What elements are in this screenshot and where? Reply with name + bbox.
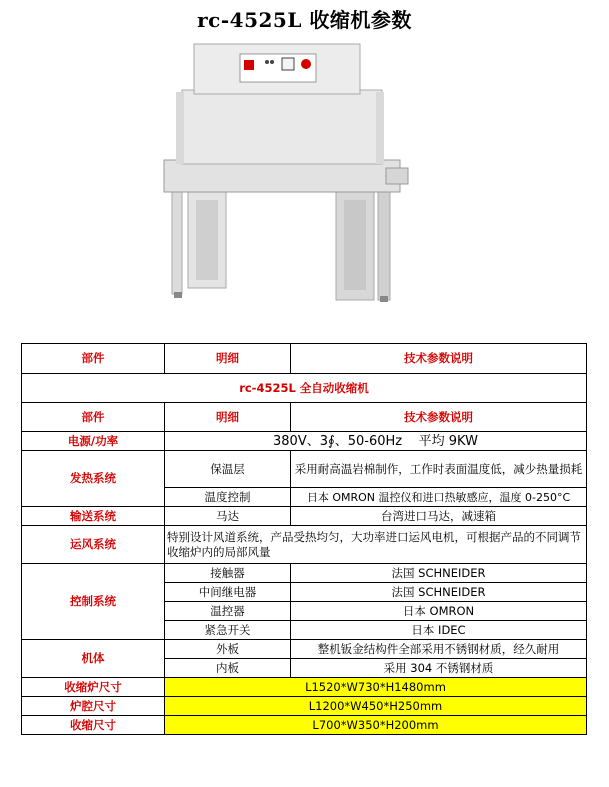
control-spec: 法国 SCHNEIDER	[291, 583, 587, 602]
outer-detail: 外板	[165, 640, 291, 659]
inner-spec: 采用 304 不锈钢材质	[291, 659, 587, 678]
control-row-1	[22, 564, 587, 583]
power-value: 380V、3∮、50-60Hz 平均 9KW	[165, 432, 587, 451]
temp-control-detail: 温度控制	[165, 488, 291, 507]
header-spec: 技术参数说明	[291, 344, 587, 374]
heating-label: 发热系统	[22, 451, 165, 507]
control-detail: 中间继电器	[165, 583, 291, 602]
cavity-size-value: L1200*W450*H250mm	[165, 697, 587, 716]
air-spec: 特别设计风道系统，产品受热均匀，大功率进口运风电机，可根据产品的不同调节收缩炉内的局部风量	[165, 526, 587, 564]
air-label: 运风系统	[22, 526, 165, 564]
page-title: rc-4525L 收缩机参数	[197, 8, 412, 32]
power-label: 电源/功率	[22, 432, 165, 451]
control-spec: 日本 IDEC	[291, 621, 587, 640]
header-spec: 技术参数说明	[291, 403, 587, 432]
insulation-spec: 采用耐高温岩棉制作，工作时表面温度低，减少热量损耗	[291, 451, 587, 488]
header-part: 部件	[22, 403, 165, 432]
control-detail: 接触器	[165, 564, 291, 583]
power-row	[22, 432, 587, 451]
shrink-size-row	[22, 716, 587, 735]
control-label: 控制系统	[22, 564, 165, 640]
shrink-size-value: L700*W350*H200mm	[165, 716, 587, 735]
header-detail: 明细	[165, 403, 291, 432]
shrink-size-label: 收缩尺寸	[22, 716, 165, 735]
temp-control-spec: 日本 OMRON 温控仪和进口热敏感应，温度 0-250°C	[291, 488, 587, 507]
body-row-1	[22, 640, 587, 659]
control-spec: 日本 OMRON	[291, 602, 587, 621]
header-row	[22, 344, 587, 374]
machine-photo	[150, 40, 430, 302]
furnace-size-row	[22, 678, 587, 697]
header-row-repeat	[22, 403, 587, 432]
furnace-size-label: 收缩炉尺寸	[22, 678, 165, 697]
conveyor-spec: 台湾进口马达，减速箱	[291, 507, 587, 526]
cavity-size-row	[22, 697, 587, 716]
conveyor-label: 输送系统	[22, 507, 165, 526]
control-detail: 温控器	[165, 602, 291, 621]
furnace-size-value: L1520*W730*H1480mm	[165, 678, 587, 697]
spec-table	[21, 343, 587, 735]
conveyor-row	[22, 507, 587, 526]
model-row	[22, 374, 587, 403]
model-title: rc-4525L 全自动收缩机	[22, 374, 587, 403]
control-detail: 紧急开关	[165, 621, 291, 640]
body-label: 机体	[22, 640, 165, 678]
header-part: 部件	[22, 344, 165, 374]
cavity-size-label: 炉腔尺寸	[22, 697, 165, 716]
insulation-detail: 保温层	[165, 451, 291, 488]
outer-spec: 整机钣金结构件全部采用不锈钢材质，经久耐用	[291, 640, 587, 659]
control-spec: 法国 SCHNEIDER	[291, 564, 587, 583]
air-row	[22, 526, 587, 564]
conveyor-detail: 马达	[165, 507, 291, 526]
header-detail: 明细	[165, 344, 291, 374]
heating-row-1	[22, 451, 587, 488]
inner-detail: 内板	[165, 659, 291, 678]
